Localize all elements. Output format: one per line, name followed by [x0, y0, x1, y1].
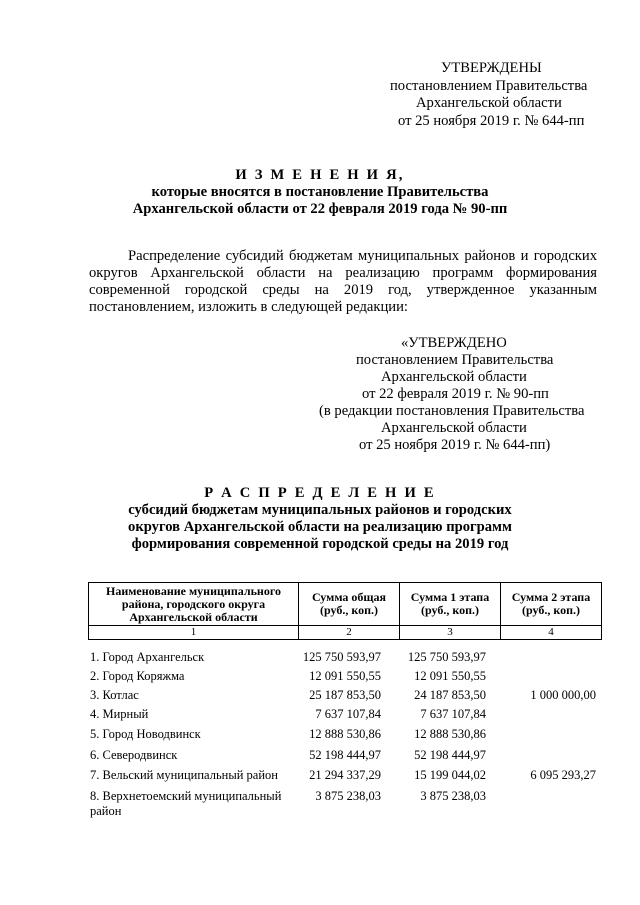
- column-number: 2: [299, 626, 400, 640]
- distribution-table: [88, 582, 602, 640]
- cell-name: 1. Город Архангельск: [90, 650, 205, 664]
- changes-subtitle-line1: которые вносятся в постановление Правительства: [151, 184, 489, 200]
- cell-total: 25 187 853,50: [309, 688, 381, 702]
- column-number: 4: [501, 626, 602, 640]
- approval-inner-line1: «УТВЕРЖДЕНО: [401, 335, 507, 351]
- approval-inner-line5: (в редакции постановления Правительства: [319, 403, 585, 419]
- intro-line: округов Архангельской области на реализацию программ формирования: [89, 265, 597, 281]
- cell-stage1: 52 198 444,97: [414, 748, 486, 762]
- cell-name: 8. Верхнетоемский муниципальный район: [90, 789, 282, 818]
- column-number: 3: [400, 626, 501, 640]
- cell-stage1: 12 091 550,55: [414, 669, 486, 683]
- distribution-subtitle-line1: субсидий бюджетам муниципальных районов и городских: [128, 502, 512, 518]
- intro-line: Распределение субсидий бюджетам муниципальных районов и городских: [128, 248, 597, 264]
- table-row: [88, 727, 602, 745]
- intro-line: современной городской среды на 2019 год, утвержденное указанным: [89, 282, 597, 298]
- cell-name: 3. Котлас: [90, 688, 139, 702]
- cell-total: 3 875 238,03: [315, 789, 381, 803]
- header-total: Сумма общая (руб., коп.): [299, 583, 400, 626]
- table-row: [88, 748, 602, 766]
- cell-name: 6. Северодвинск: [90, 748, 178, 762]
- approval-top-line3: Архангельской области: [416, 95, 562, 111]
- intro-line: постановлением, изложить в следующей редакции:: [89, 299, 408, 315]
- header-stage2: Сумма 2 этапа (руб., коп.): [501, 583, 602, 626]
- cell-stage1: 7 637 107,84: [420, 707, 486, 721]
- header-name: Наименование муниципального района, городского округа Архангельской области: [89, 583, 299, 626]
- cell-total: 12 888 530,86: [309, 727, 381, 741]
- cell-name: 2. Город Коряжма: [90, 669, 185, 683]
- changes-heading: И З М Е Н Е Н И Я,: [235, 167, 405, 183]
- changes-subtitle-line2: Архангельской области от 22 февраля 2019 года № 90-пп: [132, 201, 508, 217]
- header-stage1: Сумма 1 этапа (руб., коп.): [400, 583, 501, 626]
- cell-stage1: 3 875 238,03: [420, 789, 486, 803]
- table-row: [88, 768, 602, 786]
- approval-inner-line2: постановлением Правительства: [356, 352, 554, 368]
- cell-stage2: 1 000 000,00: [530, 688, 596, 702]
- cell-total: 21 294 337,29: [309, 768, 381, 782]
- approval-top-line4: от 25 ноября 2019 г. № 644-пп: [398, 113, 585, 129]
- cell-name: 4. Мирный: [90, 707, 149, 721]
- cell-name: 5. Город Новодвинск: [90, 727, 201, 741]
- table-row: [88, 650, 602, 668]
- table-row: [88, 688, 602, 706]
- cell-total: 125 750 593,97: [302, 650, 381, 664]
- distribution-heading: Р А С П Р Е Д Е Л Е Н И Е: [204, 485, 436, 501]
- table-row: [88, 669, 602, 687]
- approval-inner-line6: Архангельской области: [381, 420, 527, 436]
- table-row: [88, 707, 602, 725]
- approval-inner-line4: от 22 февраля 2019 г. № 90-пп: [362, 386, 549, 402]
- cell-stage1: 12 888 530,86: [414, 727, 486, 741]
- cell-name: 7. Вельский муниципальный район: [90, 768, 278, 782]
- cell-stage1: 24 187 853,50: [414, 688, 486, 702]
- approval-inner-line3: Архангельской области: [381, 369, 527, 385]
- intro-paragraph: [89, 248, 597, 316]
- table-row: [88, 789, 602, 823]
- approval-inner-line7: от 25 ноября 2019 г. № 644-пп): [359, 437, 551, 453]
- distribution-subtitle-line2: округов Архангельской области на реализацию программ: [128, 519, 512, 535]
- approval-top-line2: постановлением Правительства: [390, 78, 588, 94]
- distribution-subtitle-line3: формирования современной городской среды на 2019 год: [131, 536, 509, 552]
- cell-total: 7 637 107,84: [315, 707, 381, 721]
- cell-stage1: 15 199 044,02: [414, 768, 486, 782]
- cell-stage1: 125 750 593,97: [407, 650, 486, 664]
- column-number: 1: [89, 626, 299, 640]
- cell-total: 52 198 444,97: [309, 748, 381, 762]
- cell-total: 12 091 550,55: [309, 669, 381, 683]
- cell-stage2: 6 095 293,27: [530, 768, 596, 782]
- approval-top-line1: УТВЕРЖДЕНЫ: [441, 60, 542, 76]
